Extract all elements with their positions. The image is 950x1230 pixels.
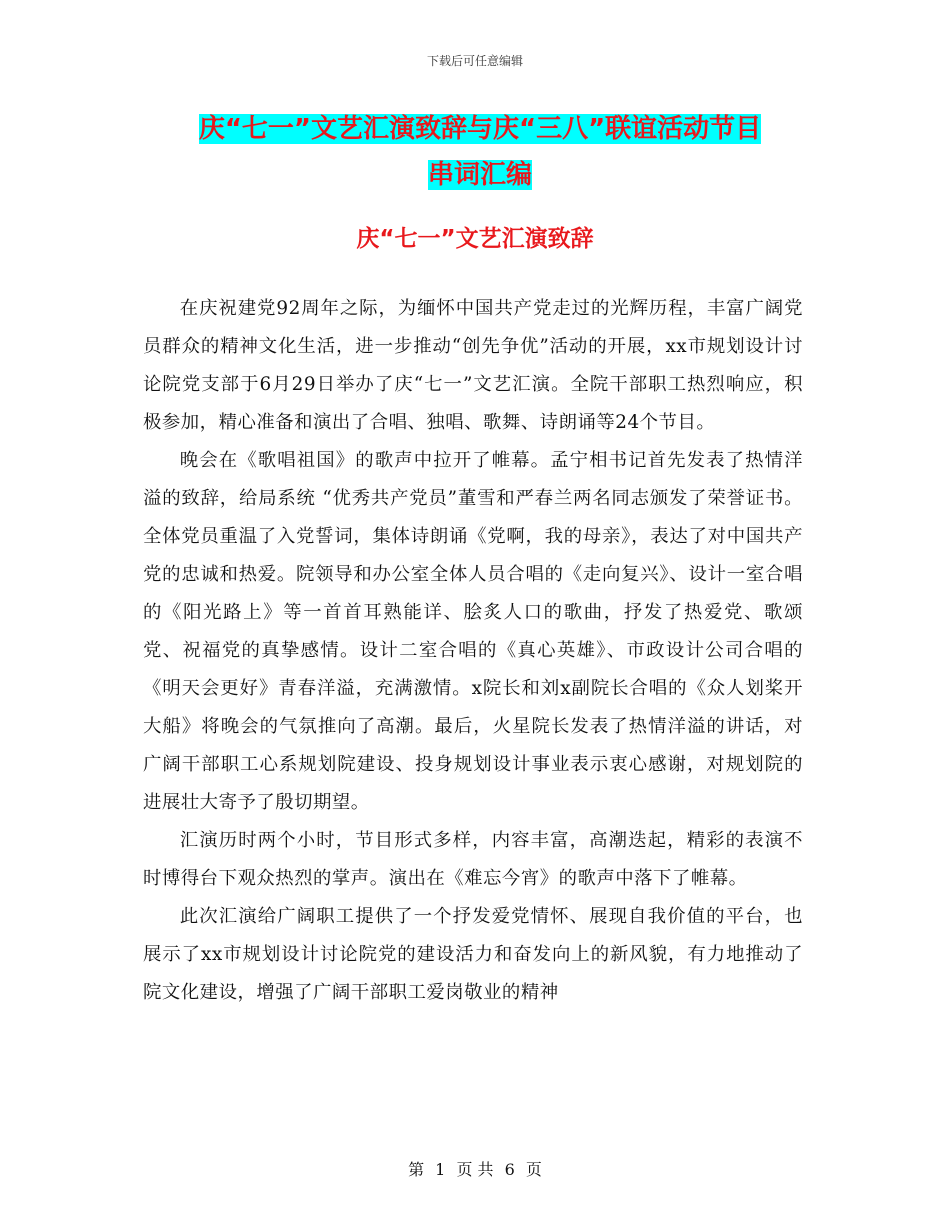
body-text [143,290,803,1012]
document-title-line-1: 庆“七一”文艺汇演致辞与庆“三八”联谊活动节目 [198,114,762,144]
paragraph: 晚会在《歌唱祖国》的歌声中拉开了帷幕。孟宁相书记首先发表了热情洋溢的致辞，给局系统 “优秀共产党员”董雪和严春兰两名同志颁发了荣誉证书。全体党员重温了入党誓词，集体诗朗诵《党啊，我的母亲》，表达了对中国共产党的忠诚和热爱。院领导和办公室全体人员合唱的《走向复兴》、设计一室合唱的《阳光路上》等一首首耳熟能详、脍炙人口的歌曲，抒发了热爱党、歌颂党、祝福党的真挚感情。设计二室合唱的《真心英雄》、市政设计公司合唱的《明天会更好》青春洋溢，充满激情。x院长和刘x副院长合唱的《众人划桨开大船》将晚会的气氛推向了高潮。最后，火星院长发表了热情洋溢的讲话，对广阔干部职工心系规划院建设、投身规划设计事业表示衷心感谢，对规划院的进展壮大寄予了殷切期望。 [143,450,803,813]
paragraph: 汇演历时两个小时，节目形式多样，内容丰富，高潮迭起，精彩的表演不时博得台下观众热烈的掌声。演出在《难忘今宵》的歌声中落下了帷幕。 [143,830,803,889]
footer-page-number: 1 [435,1160,446,1179]
section-title: 庆“七一”文艺汇演致辞 [356,226,594,252]
footer-suffix: 页 [525,1160,542,1179]
document-title-line-2: 串词汇编 [427,160,532,190]
paragraph: 在庆祝建党92周年之际，为缅怀中国共产党走过的光辉历程，丰富广阔党员群众的精神文化生活，进一步推动“创先争优”活动的开展，xx市规划设计讨论院党支部于6月29日举办了庆“七一”文艺汇演。全院干部职工热烈响应，积极参加，精心准备和演出了合唱、独唱、歌舞、诗朗诵等24个节目。 [143,298,803,433]
page-footer [0,1157,950,1180]
document-title [140,106,820,198]
footer-middle: 页 共 [456,1160,494,1179]
footer-total-pages: 6 [504,1160,515,1179]
page-header-note: 下载后可任意编辑 [426,54,523,68]
footer-prefix: 第 [408,1160,425,1179]
paragraph: 此次汇演给广阔职工提供了一个抒发爱党情怀、展现自我价值的平台，也展示了xx市规划设计讨论院党的建设活力和奋发向上的新风貌，有力地推动了院文化建设，增强了广阔干部职工爱岗敬业的精神 [143,906,803,1003]
